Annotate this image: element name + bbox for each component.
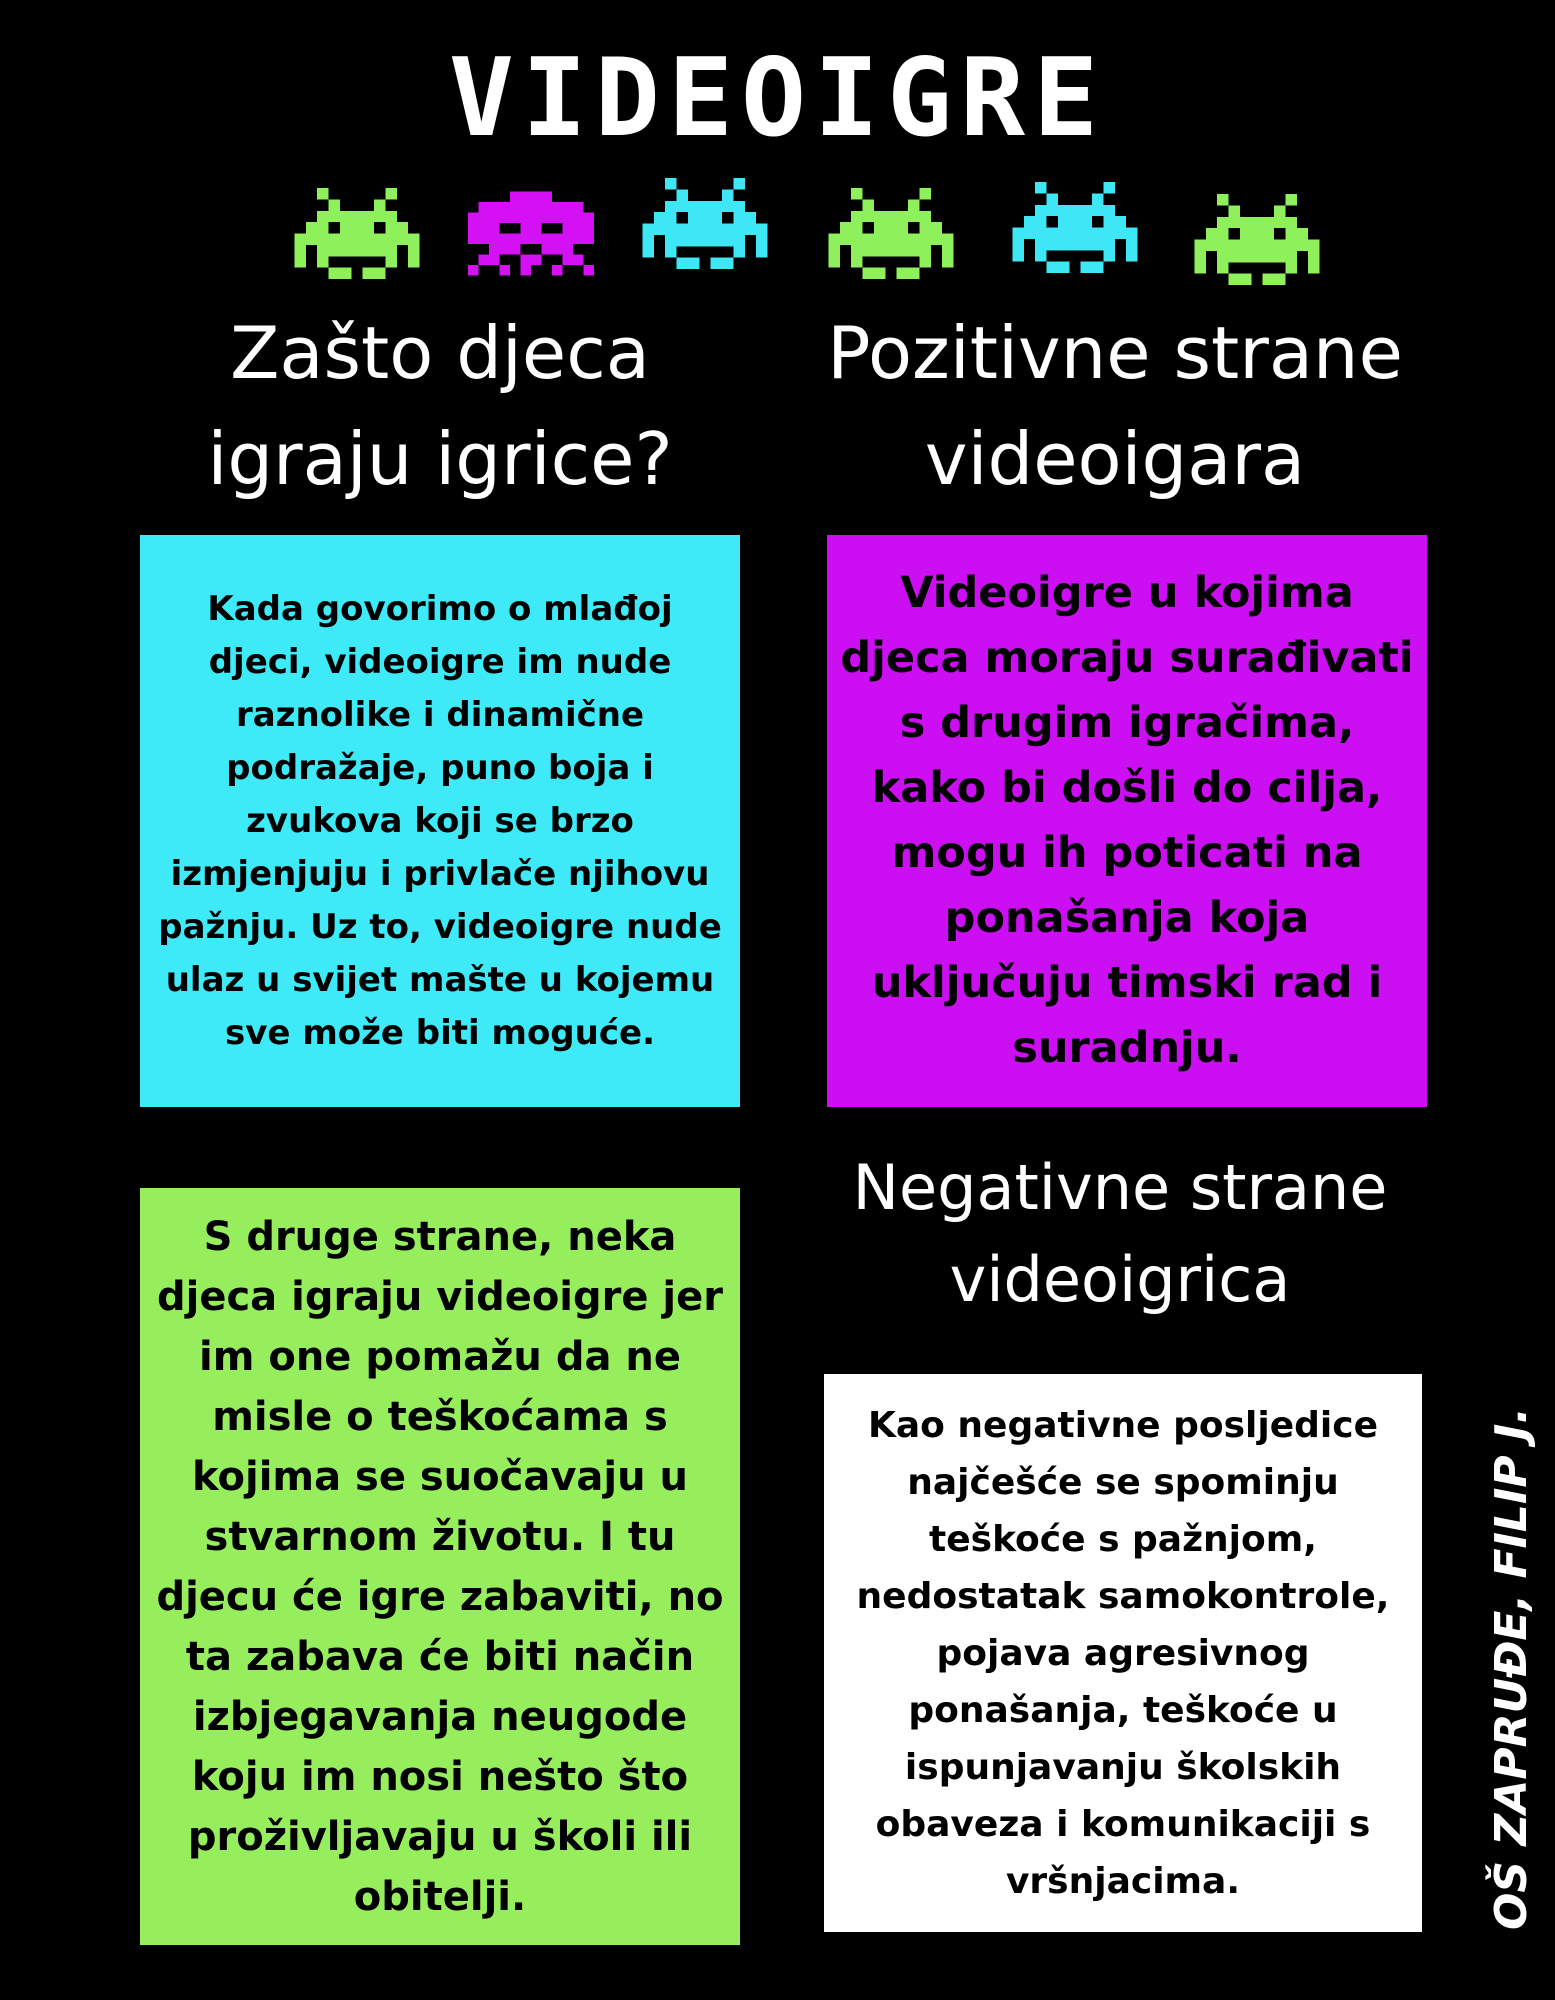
- positive-heading-line2: videoigara: [924, 417, 1306, 501]
- negative-box: [824, 1374, 1422, 1932]
- author-credit: OŠ ZAPRUĐE, FILIP J.: [1486, 1407, 1537, 1930]
- escape-box: [140, 1188, 740, 1945]
- octopus-invader-icon: [468, 188, 594, 279]
- crab-invader-icon: [292, 188, 422, 279]
- positive-heading: [800, 300, 1430, 512]
- crab-invader-icon: [1192, 194, 1322, 285]
- why-heading-line2: igraju igrice?: [207, 417, 673, 501]
- negative-text: Kao negativne posljedice najčešće se spominju teškoće s pažnjom, nedostatak samokontrole, pojava agresivnog ponašanja, teškoće u ispunjavanju školskih obaveza i komunikaciji s vršnjacima.: [856, 1404, 1390, 1902]
- why-heading: [140, 300, 740, 512]
- why-text: Kada govorimo o mlađoj djeci, videoigre im nude raznolike i dinamične podražaje, puno boja i zvukova koji se brzo izmjenjuju i privlače njihovu pažnju. Uz to, videoigre nude ulaz u svijet mašte u kojemu sve može biti moguće.: [158, 588, 722, 1053]
- positive-box: [827, 535, 1427, 1107]
- invader-row: [0, 188, 1555, 288]
- negative-heading: [820, 1142, 1420, 1326]
- crab-invader-icon: [640, 178, 770, 269]
- why-box: [140, 535, 740, 1107]
- crab-invader-icon: [1010, 182, 1140, 273]
- positive-text: Videoigre u kojima djeca moraju surađivati s drugim igračima, kako bi došli do cilja, mogu ih poticati na ponašanja koja uključuju timski rad i suradnju.: [840, 568, 1414, 1073]
- page-title: VIDEOIGRE: [448, 36, 1107, 161]
- escape-text: S druge strane, neka djeca igraju videoigre jer im one pomažu da ne misle o teškoćama s kojima se suočavaju u stvarnom životu. I tu djecu će igre zabaviti, no ta zabava će biti način izbjegavanja neugode koju im nosi nešto što proživljavaju u školi ili obitelji.: [156, 1213, 724, 1920]
- crab-invader-icon: [826, 188, 956, 279]
- why-heading-line1: Zašto djeca: [230, 311, 650, 395]
- negative-heading-line1: Negativne strane: [852, 1151, 1388, 1224]
- negative-heading-line2: videoigrica: [949, 1243, 1291, 1316]
- positive-heading-line1: Pozitivne strane: [827, 311, 1403, 395]
